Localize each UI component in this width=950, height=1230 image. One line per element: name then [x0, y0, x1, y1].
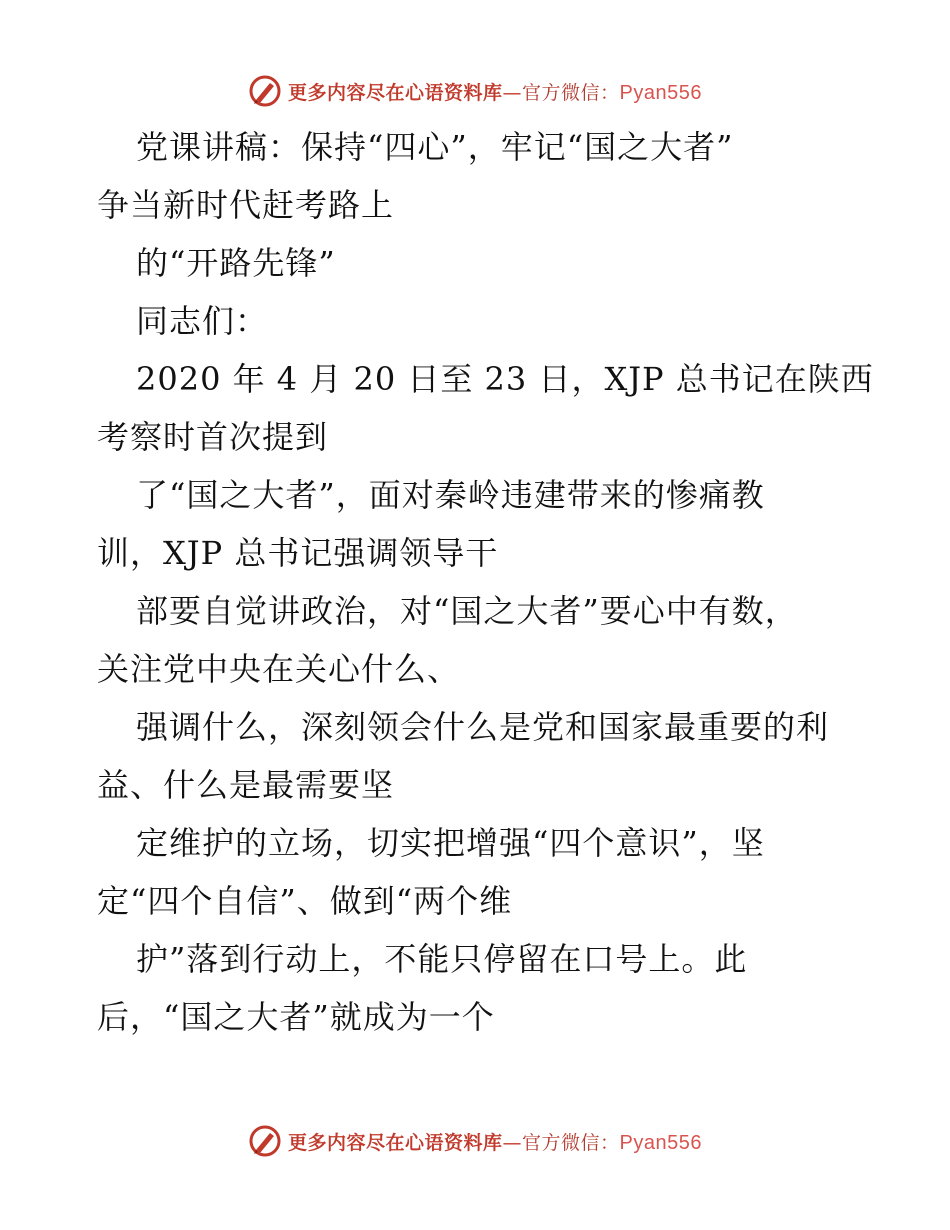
banner-wechat-label: 官方微信： — [522, 1131, 620, 1154]
paragraph-line: 了“国之大者”，面对秦岭违建带来的惨痛教 — [136, 476, 765, 514]
banner-wechat-handle: Pyan556 — [619, 1131, 702, 1154]
document-title-line: 的“开路先锋” — [136, 244, 336, 282]
paragraph-line: 定维护的立场，切实把增强“四个意识”，坚 — [136, 824, 765, 862]
paragraph-line: 2020 年 4 月 20 日至 23 日，XJP 总书记在陕西 — [136, 360, 874, 398]
pen-logo-icon — [248, 74, 282, 108]
paragraph-line: 强调什么，深刻领会什么是党和国家最重要的利 — [136, 708, 830, 746]
banner-separator: — — [502, 1131, 523, 1154]
banner-separator: — — [502, 81, 523, 104]
paragraph-line: 训，XJP 总书记强调领导干 — [97, 534, 499, 572]
paragraph-line: 定“四个自信”、做到“两个维 — [97, 882, 513, 920]
paragraph-line: 益、什么是最需要坚 — [97, 766, 395, 804]
salutation: 同志们： — [136, 302, 269, 340]
document-title-line: 党课讲稿：保持“四心”，牢记“国之大者” — [136, 128, 734, 166]
header-banner — [0, 71, 950, 111]
banner-main-text: 更多内容尽在心语资料库 — [288, 81, 503, 104]
document-title-line: 争当新时代赶考路上 — [97, 186, 395, 224]
pen-logo-icon — [248, 1124, 282, 1158]
banner-wechat-label: 官方微信： — [522, 81, 620, 104]
paragraph-line: 考察时首次提到 — [97, 418, 329, 456]
banner-wechat-handle: Pyan556 — [619, 81, 702, 104]
paragraph-line: 护”落到行动上，不能只停留在口号上。此 — [136, 940, 748, 978]
paragraph-line: 关注党中央在关心什么、 — [97, 650, 461, 688]
paragraph-line: 部要自觉讲政治，对“国之大者”要心中有数， — [136, 592, 798, 630]
banner-main-text: 更多内容尽在心语资料库 — [288, 1131, 503, 1154]
footer-banner — [0, 1121, 950, 1161]
paragraph-line: 后，“国之大者”就成为一个 — [97, 998, 495, 1036]
